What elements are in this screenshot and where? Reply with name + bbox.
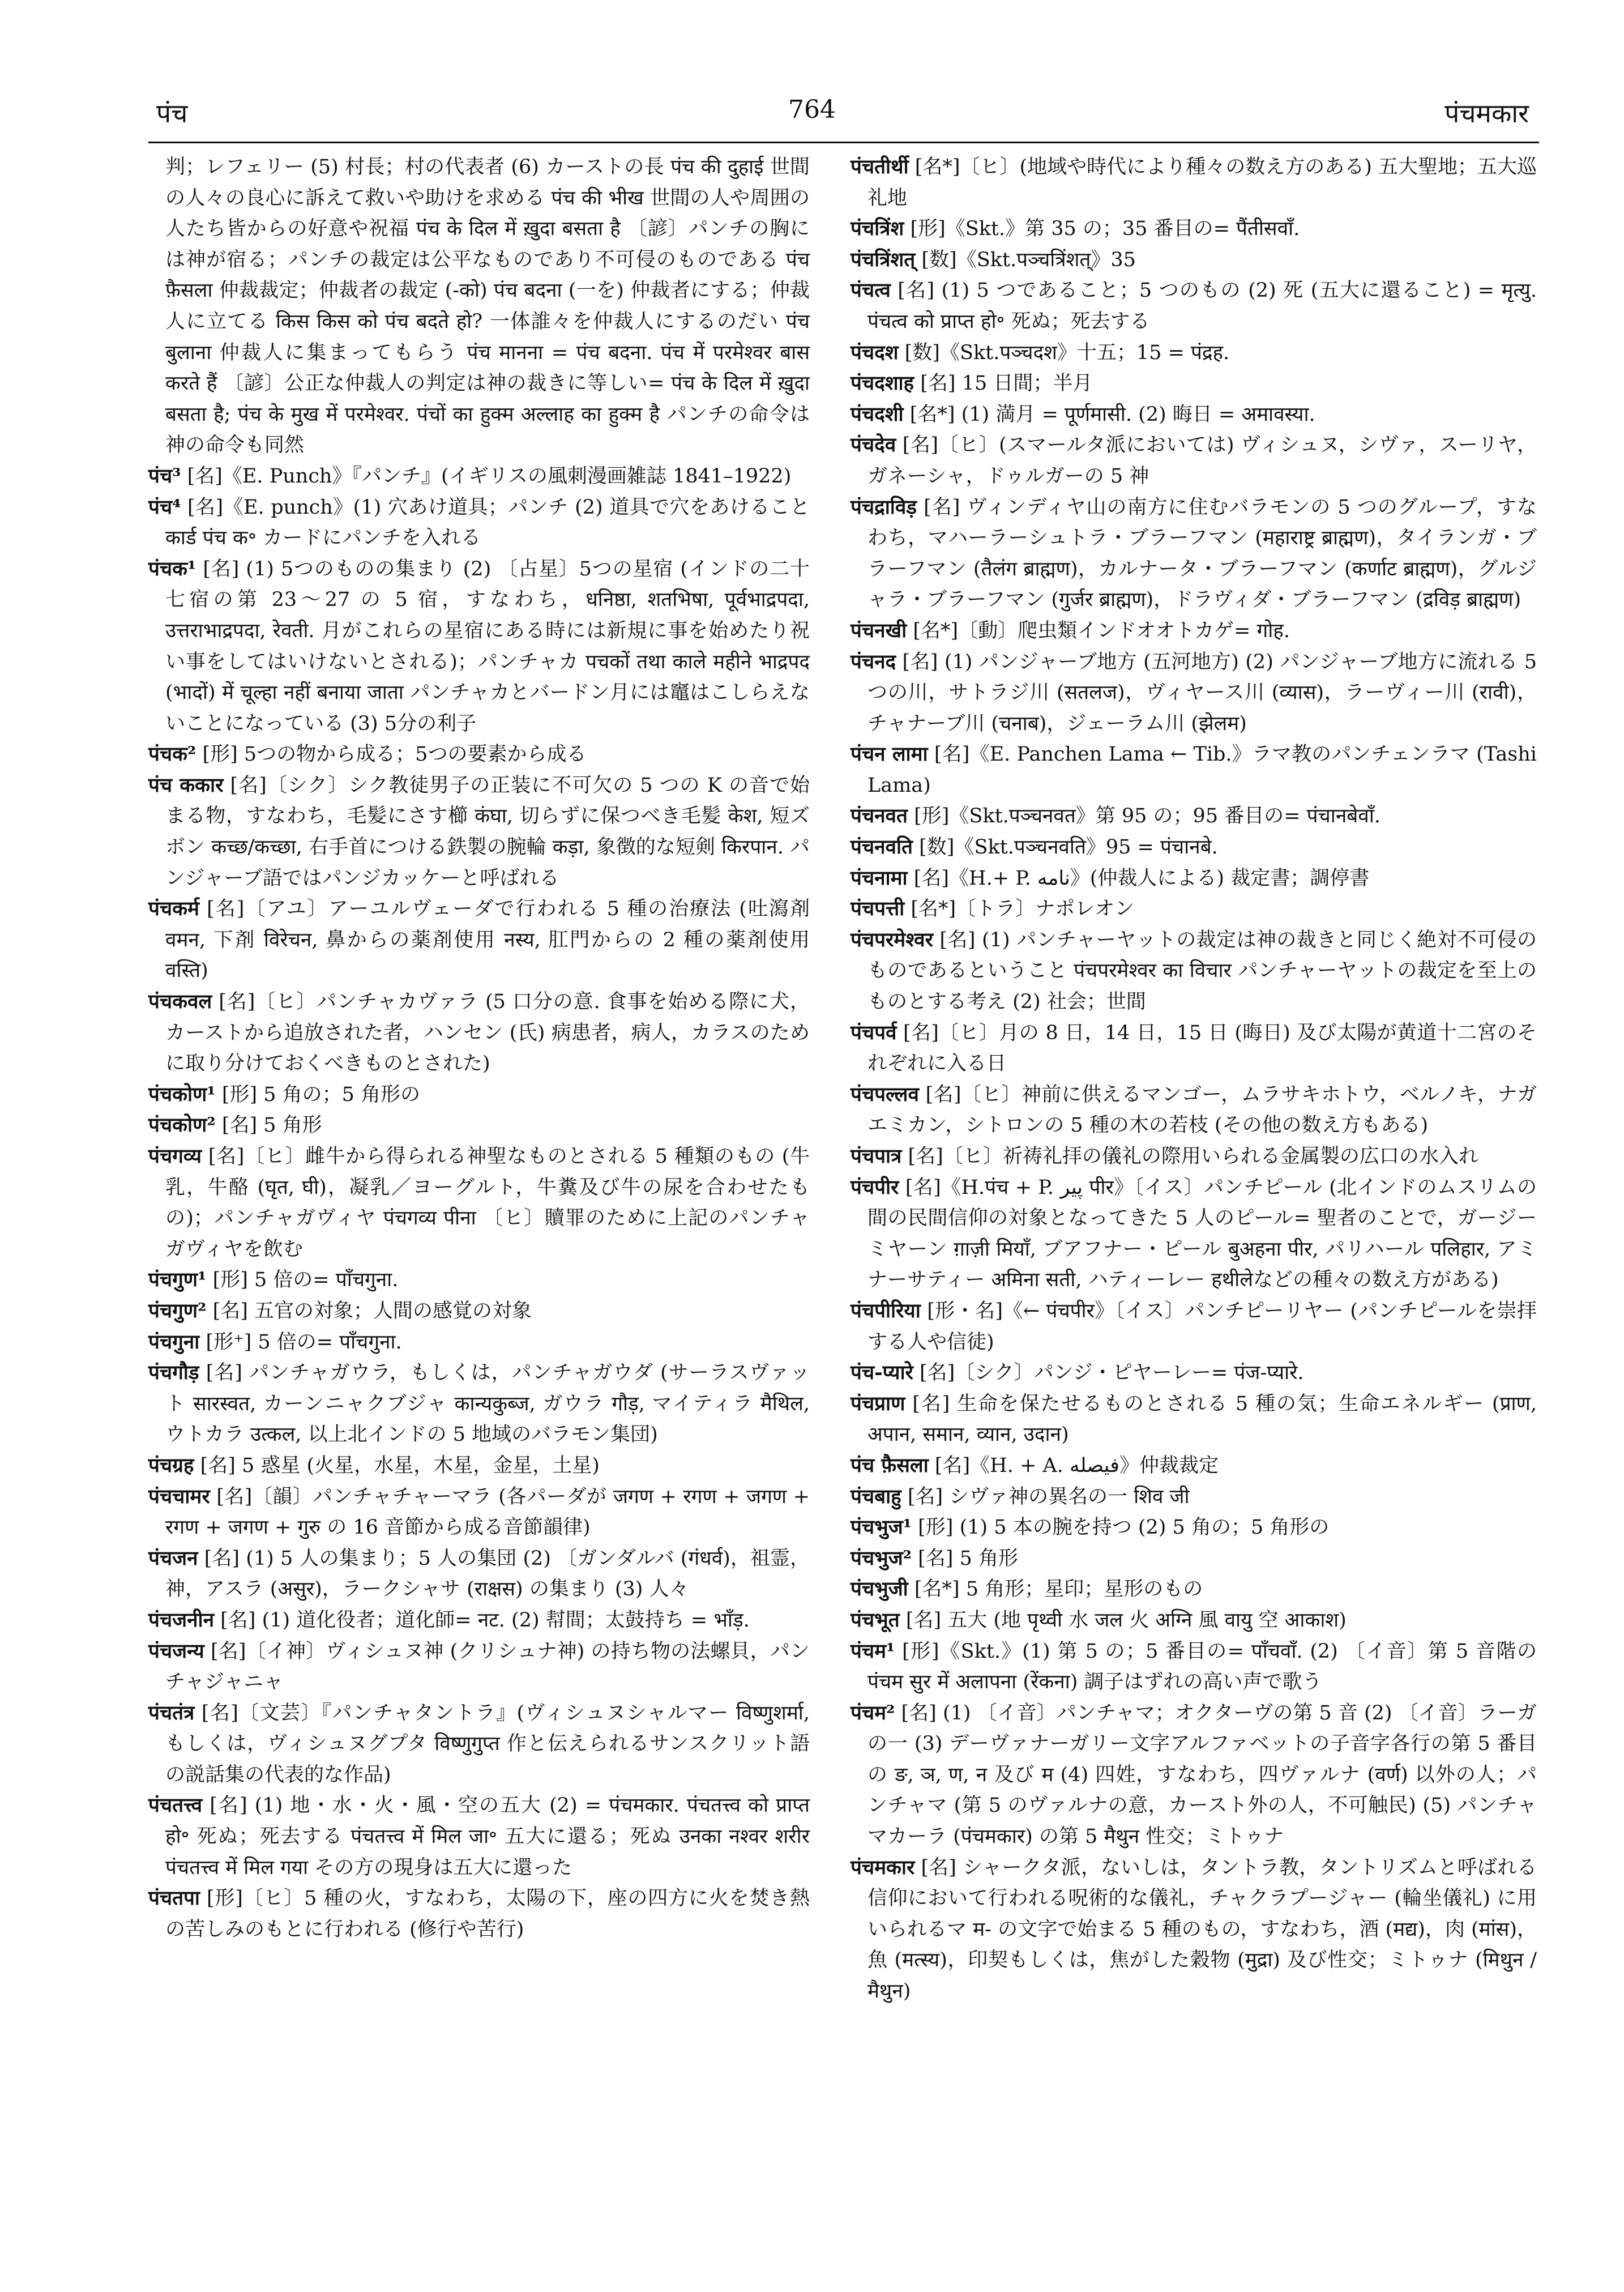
dictionary-entry (851, 925, 1537, 1018)
entry-definition: [名]〔イ神〕ヴィシュヌ神 (クリシュナ神) の持ち物の法螺貝，パンチャジャニャ (165, 1640, 810, 1694)
entry-headword: पंचदश (851, 340, 899, 364)
entry-definition: [形]《Skt.》第 35 の；35 番目の= पैंतीसवाँ. (910, 217, 1300, 241)
entry-headword: पंचम¹ (851, 1639, 895, 1663)
entry-definition: [名]〔ヒ〕祈祷礼拝の儀礼の際用いられる金属製の広口の水入れ (908, 1145, 1478, 1168)
dictionary-entry (148, 492, 810, 554)
dictionary-entry (148, 1327, 810, 1358)
entry-definition: [名] (1) 道化役者；道化師= नट. (2) 幇間；太鼓持ち = भाँड़. (220, 1608, 750, 1632)
entry-headword: पंचनखी (851, 618, 907, 642)
right-column (851, 152, 1537, 2007)
entry-headword: पंच फ़ैसला (851, 1453, 929, 1477)
entry-headword: पंचत्रिंशत् (851, 247, 916, 271)
entry-headword: पंचकर्म (148, 897, 199, 921)
dictionary-entry (148, 1698, 810, 1791)
entry-headword: पंचम² (851, 1701, 895, 1725)
entry-definition: [名*] 5 角形；星印；星形のもの (914, 1578, 1203, 1601)
dictionary-entry (148, 1605, 810, 1636)
entry-definition: [数]《Skt.पञ्चत्रिंशत्》35 (921, 248, 1136, 271)
entry-headword: पंचनामा (851, 866, 908, 890)
entry-definition: [名]〔ヒ〕パンチャカヴァラ (5 口分の意. 食事を始める際に犬，カーストから追放された者，ハンセン (氏) 病患者，病人，カラスのために取り分けておくべきものとされた) (165, 991, 810, 1075)
entry-headword: पंचक¹ (148, 557, 196, 581)
dictionary-entry (851, 1296, 1537, 1358)
dictionary-entry (148, 1450, 810, 1482)
entry-definition: [名] (1) パンジャーブ地方 (五河地方) (2) パンジャーブ地方に流れる 5 つの川，サトラジ川 (सतलज)，ヴィヤース川 (व्यास)，ラーヴィー川 (रावी)，チャナーブ川 (चनाब)，ジェーラム川 (झेलम) (867, 650, 1537, 735)
entry-definition: [形] 5 倍の= पाँचगुना. (212, 1269, 399, 1292)
entry-definition: [名] (1) パンチャーヤットの裁定は神の裁きと同じく絶対不可侵のものであるということ पंचपरमेश्वर का विचार パンチャーヤットの裁定を至上のものとする考え (2) 社会；世間 (867, 928, 1537, 1014)
entry-definition: [名]《E. punch》(1) 穴あけ道具；パンチ (2) 道具で穴をあけること कार्ड पंच क॰ カードにパンチを入れる (165, 496, 810, 550)
entry-definition: [名] 5 惑星 (火星，水星，木星，金星，土星) (200, 1454, 600, 1477)
entry-definition: [名*]〔動〕爬虫類インドオオトカゲ= गोह. (913, 619, 1290, 642)
header-rule (148, 142, 1539, 143)
entry-definition: [形・名]《← पंचपीर》〔イス〕パンチピーリヤー (パンチピールを崇拝する人や信徒) (867, 1299, 1537, 1354)
dictionary-entry (851, 275, 1537, 337)
dictionary-entry (851, 1482, 1537, 1513)
page-number: 764 (788, 95, 836, 124)
entry-definition: [名] 五大 (地 पृथ्वी 水 जल 火 अग्नि 風 वायु 空 आकाश) (905, 1608, 1347, 1632)
entry-headword: पंचगुना (148, 1330, 200, 1354)
dictionary-entry (851, 1172, 1537, 1296)
dictionary-entry (148, 1265, 810, 1296)
entry-definition: [名]《E. Panchen Lama ← Tib.》ラマ教のパンチェンラマ (Tashi Lama) (867, 743, 1537, 797)
entry-headword: पंचचामर (148, 1484, 210, 1508)
entry-headword: पंचकोण² (148, 1113, 216, 1137)
dictionary-entry (148, 1358, 810, 1450)
entry-definition: [形] (1) 5 本の腕を持つ (2) 5 角の；5 角形の (918, 1516, 1330, 1539)
dictionary-entry (148, 1883, 810, 1945)
entry-headword: पंच-प्यारे (851, 1361, 913, 1385)
entry-headword: पंचभुजी (851, 1577, 908, 1601)
entry-definition: [名]《H. + A. فيصله》仲裁裁定 (934, 1454, 1219, 1477)
entry-headword: पंचदशाह (851, 372, 914, 395)
entry-definition: [名] (1) 5 人の集まり；5 人の集団 (2) 〔ガンダルバ (गंधर्व)，祖霊，神，アスラ (असुर)，ラークシャサ (राक्षस) の集まり (3) 人々 (165, 1547, 810, 1601)
dictionary-entry (148, 1296, 810, 1327)
dictionary-entry (851, 1853, 1537, 2007)
entry-headword: पंच³ (148, 464, 181, 488)
entry-headword: पंचतत्त्व (148, 1794, 203, 1817)
entry-definition: [名]〔ヒ〕神前に供えるマンゴー，ムラサキホトウ，ベルノキ，ナガエミカン，シトロンの 5 種の木の若枝 (その他の数え方もある) (867, 1083, 1537, 1137)
dictionary-entry (148, 1543, 810, 1605)
dictionary-entry (851, 368, 1537, 399)
dictionary-entry (148, 1110, 810, 1141)
dictionary-entry (148, 987, 810, 1079)
entry-headword: पंचग्रह (148, 1453, 194, 1477)
entry-definition: [名] 生命を保たせるものとされる 5 種の気；生命エネルギー (प्राण, अपान, समान, व्यान, उदान) (867, 1392, 1537, 1446)
entry-definition: [形] 5つの物から成る；5つの要素から成る (202, 743, 587, 766)
entry-headword: पंचभुज¹ (851, 1516, 912, 1539)
entry-definition: [名]〔ヒ〕雌牛から得られる神聖なものとされる 5 種類のもの (牛乳，牛酪 (घृत, घी)，凝乳／ヨーグルト，牛糞及び牛の尿を合わせたもの)；パンチャガヴィヤ पंचगव्य पीना 〔ヒ〕贖罪のために上記のパンチャガヴィヤを飲む (165, 1145, 810, 1261)
dictionary-entry (148, 461, 810, 492)
dictionary-entry (851, 863, 1537, 894)
dictionary-entry (148, 1482, 810, 1543)
entry-headword: पंचपीरिया (851, 1299, 921, 1322)
dictionary-entry (851, 1543, 1537, 1574)
entry-definition: [名]〔シク〕パンジ・ピヤーレー= पंज-प्यारे. (920, 1361, 1304, 1385)
entry-headword: पंचकोण¹ (148, 1082, 216, 1106)
entry-definition: [名*]〔ヒ〕(地域や時代により種々の数え方のある) 五大聖地；五大巡礼地 (867, 156, 1537, 210)
dictionary-entry (148, 152, 810, 461)
dictionary-entry (851, 152, 1537, 214)
entry-definition: [名] (1) 5 つであること；5 つのもの (2) 死 (五大に還ること) = मृत्यु. पंचत्व को प्राप्त हो॰ 死ぬ；死去する (867, 279, 1537, 333)
entry-definition: [名] パンチャガウラ，もしくは，パンチャガウダ (サーラスヴァット सारस्वत, カーンニャクブジャ कान्यकुब्ज, ガウラ गौड़, マイティラ मैथिल, ウトカラ उत्कल, 以上北インドの 5 地域のバラモン集団) (165, 1361, 810, 1446)
dictionary-entry (851, 1450, 1537, 1482)
entry-headword: पंचभूत (851, 1608, 900, 1632)
dictionary-entry (851, 1358, 1537, 1389)
dictionary-entry (851, 338, 1537, 369)
entry-headword: पंचद्राविड़ (851, 495, 917, 519)
entry-definition: [名]《H.+ P. نامه》(仲裁人による) 裁定書；調停書 (913, 867, 1370, 890)
dictionary-entry (148, 739, 810, 770)
dictionary-entry (851, 1605, 1537, 1636)
entry-headword: पंचपरमेश्वर (851, 928, 933, 951)
dictionary-entry (851, 1512, 1537, 1543)
entry-definition: [名] (1) 〔イ音〕パンチャマ；オクターヴの第 5 音 (2) 〔イ音〕ラーガの一 (3) デーヴァナーガリー文字アルファベットの子音字各行の第 5 番目の ङ, ञ, ण, न 及び म (4) 四姓，すなわち，四ヴァルナ (वर्ण) 以外の人；パンチャマ (第 5 のヴァルナの意，カースト外の人，不可触民) (5) パンチャマカーラ (पंचमकार) の第 5 मैथुन 性交；ミトゥナ (867, 1701, 1537, 1849)
entry-definition: [名] ヴィンディヤ山の南方に住むバラモンの 5 つのグループ，すなわち，マハーラーシュトラ・ブラーフマン (महाराष्ट्र ब्राह्मण)，タイランガ・ブラーフマン (तैलंग ब्राह्मण)，カルナータ・ブラーフマン (कर्णाट ब्राह्मण)，グルジャラ・ブラーフマン (गुर्जर ब्राह्मण)，ドラヴィダ・ブラーフマン (द्रविड़ ब्राह्मण) (867, 496, 1537, 612)
dictionary-entry (851, 399, 1537, 430)
entry-definition: [名]〔韻〕パンチャチャーマラ (各パーダが जगण + रगण + जगण + रगण + जगण + गुरु の 16 音節から成る音節韻律) (165, 1485, 810, 1539)
entry-headword: पंचपीर (851, 1175, 899, 1199)
entry-definition: [形]《Skt.पञ्चनवत》第 95 の；95 番目の= पंचानबेवाँ. (914, 805, 1381, 828)
entry-headword: पंचपर्व (851, 1021, 897, 1044)
entry-definition: [数]《Skt.पञ्चनवति》95 = पंचानबे. (919, 836, 1218, 859)
dictionary-entry (851, 801, 1537, 832)
entry-definition: [名]〔アユ〕アーユルヴェーダで行われる 5 種の治療法 (吐瀉剤 वमन, 下剤 विरेचन, 鼻からの薬剤使用 नस्य, 肛門からの 2 種の薬剤使用 वस्ति) (165, 898, 810, 983)
entry-headword: पंचकवल (148, 990, 212, 1014)
entry-headword: पंचभुज² (851, 1546, 912, 1570)
entry-definition: [名] 15 日間；半月 (920, 372, 1093, 395)
entry-headword: पंचतंत्र (148, 1701, 195, 1725)
dictionary-entry (851, 647, 1537, 740)
dictionary-entry (148, 1141, 810, 1265)
entry-headword: पंचक² (148, 742, 196, 766)
entry-definition: [名] 5 角形 (221, 1114, 322, 1137)
entry-definition: [名]《H.पंच + P. پیر पीर》〔イス〕パンチピール (北インドのムスリムの間の民間信仰の対象となってきた 5 人のピール= 聖者のことで，ガージーミヤーン ग़ाज़ी मियाँ, ブアフナー・ピール बुअहना पीर, パリハール पलिहार, アミナーサティー अमिना सती, ハティーレー हथीलेなどの種々の数え方がある) (867, 1176, 1537, 1292)
entry-headword: पंचपत्ती (851, 897, 905, 921)
entry-headword: पंचतपा (148, 1886, 200, 1910)
entry-headword: पंचगुण² (148, 1299, 207, 1322)
dictionary-entry (851, 1079, 1537, 1141)
entry-headword: पंचबाहु (851, 1484, 901, 1508)
entry-headword: पंचजन (148, 1546, 198, 1570)
entry-definition: [名*] (1) 満月 = पूर्णमासी. (2) 晦日 = अमावस्या. (909, 403, 1315, 426)
entry-definition: [名] 五官の対象；人間の感覚の対象 (212, 1299, 532, 1322)
dictionary-entry (148, 770, 810, 894)
entry-definition: [数]《Skt.पञ्चदश》十五；15 = पंद्रह. (904, 341, 1230, 364)
dictionary-entry (148, 1079, 810, 1111)
entry-headword: पंचगुण¹ (148, 1268, 207, 1292)
entry-headword: पंचप्राण (851, 1392, 905, 1415)
dictionary-entry (851, 1574, 1537, 1605)
dictionary-entry (851, 1698, 1537, 1853)
entry-headword: पंचत्रिंश (851, 217, 904, 241)
entry-definition: [形] 5 角の；5 角形の (221, 1083, 421, 1106)
entry-definition: [名*]〔トラ〕ナポレオン (911, 898, 1135, 921)
dictionary-entry (851, 214, 1537, 245)
entry-headword: पंचदेव (851, 433, 896, 457)
dictionary-entry (148, 894, 810, 987)
entry-headword: पंचगव्य (148, 1145, 202, 1168)
running-head-left: पंच (156, 98, 188, 129)
entry-headword: पंचतीर्थी (851, 155, 909, 178)
dictionary-entry (851, 739, 1537, 801)
entry-headword: पंचदशी (851, 402, 904, 426)
entry-definition: [名]〔ヒ〕月の 8 日，14 日，15 日 (晦日) 及び太陽が黄道十二宮のそれぞれに入る日 (867, 1021, 1537, 1075)
entry-headword: पंचनवत (851, 804, 908, 828)
entry-definition: [名]〔ヒ〕(スマールタ派においては) ヴィシュヌ，シヴァ，スーリヤ，ガネーシャ，ドゥルガーの 5 神 (867, 434, 1537, 488)
dictionary-entry (851, 1018, 1537, 1079)
entry-definition: [名] シヴァ神の異名の一 शिव जी (907, 1485, 1190, 1508)
entry-definition: [名] (1) 5つのものの集まり (2) 〔占星〕5つの星宿 (インドの二十七宿の第 23〜27 の 5 宿，すなわち，धनिष्ठा, शतभिषा, पूर्वभाद्रपदा, उत्तराभाद्रपदा, रेवती. 月がこれらの星宿にある時には新規に事を始めたり祝い事をしてはいけないとされる)；パンチャカ पचकों तथा काले महीने भाद्रपद (भादों) में चूल्हा नहीं बनाया जाता パンチャカとバードン月には竈はこしらえないことになっている (3) 5分の利子 (165, 557, 810, 735)
entry-definition: [形]《Skt.》(1) 第 5 の；5 番目の= पाँचवाँ. (2) 〔イ音〕第 5 音階の पंचम सुर में अलापना (रेंकना) 調子はずれの高い声で歌う (867, 1640, 1537, 1694)
entry-headword: पंचनवति (851, 835, 913, 859)
entry-headword: पंचपात्र (851, 1145, 902, 1168)
dictionary-entry (851, 616, 1537, 647)
dictionary-entry (851, 832, 1537, 863)
entry-headword: पंचगौड़ (148, 1361, 199, 1385)
entry-headword: पंच⁴ (148, 495, 181, 519)
entry-definition: 判；レフェリー (5) 村長；村の代表者 (6) カーストの長 पंच की दुहाई 世間の人々の良心に訴えて救いや助けを求める पंच की भीख 世間の人や周囲の人たち皆からの好意や祝福 पंच के दिल में ख़ुदा बसता है 〔諺〕パンチの胸には神が宿る；パンチの裁定は公平なものであり不可侵のものである पंच फ़ैसला 仲裁裁定；仲裁者の裁定 (-को) पंच बदना (一を) 仲裁者にする；仲裁人に立てる किस किस को पंच बदते हो? 一体誰々を仲裁人にするのだい पंच बुलाना 仲裁人に集まってもらう पंच मानना = पंच बदना. पंच में परमेश्वर बास करते हैं 〔諺〕公正な仲裁人の判定は神の裁きに等しい= पंच के दिल में ख़ुदा बसता है; पंच के मुख में परमेश्वर. पंचों का हुक्म अल्लाह का हुक्म है パンチの命令は神の命令も同然 (165, 156, 810, 457)
entry-definition: [名]〔シク〕シク教徒男子の正装に不可欠の 5 つの K の音で始まる物，すなわち，毛髪にさす櫛 कंघा, 切らずに保つべき毛髪 केश, 短ズボン कच्छ/कच्छा, 右手首につける鉄製の腕輪 कड़ा, 象徴的な短剣 किरपान. パンジャーブ語ではパンジカッケーと呼ばれる (165, 774, 810, 890)
entry-definition: [形]〔ヒ〕5 種の火，すなわち，太陽の下，座の四方に火を焚き熱の苦しみのもとに行われる (修行や苦行) (165, 1887, 810, 1941)
dictionary-entry (851, 1389, 1537, 1450)
entry-headword: पंचमकार (851, 1855, 915, 1879)
entry-headword: पंचपल्लव (851, 1082, 919, 1106)
left-column (148, 152, 810, 1945)
dictionary-entry (851, 245, 1537, 276)
entry-headword: पंचन लामा (851, 742, 928, 766)
entry-definition: [形⁺] 5 倍の= पाँचगुना. (206, 1330, 402, 1354)
entry-definition: [名] (1) 地・水・火・風・空の五大 (2) = पंचमकार. पंचतत्त्व को प्राप्त हो॰ 死ぬ；死去する पंचतत्त्व में मिल जा॰ 五大に還る；死ぬ उनका नश्वर शरीर पंचतत्त्व में मिल गया その方の現身は五大に還った (165, 1794, 810, 1879)
dictionary-entry (851, 1141, 1537, 1172)
dictionary-entry (851, 492, 1537, 616)
entry-headword: पंचजनीन (148, 1608, 214, 1632)
entry-definition: [名] 5 角形 (918, 1547, 1018, 1570)
entry-headword: पंच ककार (148, 773, 224, 797)
entry-headword: पंचजन्य (148, 1639, 204, 1663)
dictionary-entry (148, 554, 810, 740)
dictionary-entry (851, 430, 1537, 492)
entry-headword: पंचत्व (851, 279, 891, 302)
dictionary-entry (148, 1790, 810, 1883)
dictionary-entry (851, 1636, 1537, 1698)
dictionary-entry (851, 894, 1537, 925)
entry-definition: [名] シャークタ派，ないしは，タントラ教，タントリズムと呼ばれる信仰において行われる呪術的な儀礼，チャクラプージャー (輪坐儀礼) に用いられるマ म- の文字で始まる 5 種のもの，すなわち，酒 (मद्य)，肉 (मांस)，魚 (मत्स्य)，印契もしくは，焦がした穀物 (मुद्रा) 及び性交；ミトゥナ (मिथुन /मैथुन) (867, 1856, 1537, 2003)
dictionary-entry (148, 1636, 810, 1698)
entry-definition: [名]《E. Punch》『パンチ』(イギリスの風刺漫画雑誌 1841–1922) (187, 464, 792, 488)
entry-definition: [名]〔文芸〕『パンチャタントラ』(ヴィシュヌシャルマー विष्णुशर्मा, もしくは，ヴィシュヌグプタ विष्णुगुप्त 作と伝えられるサンスクリット語の説話集の代表的な作品) (165, 1701, 810, 1786)
entry-headword: पंचनद (851, 650, 896, 673)
running-head-right: पंचमकार (1444, 98, 1529, 129)
